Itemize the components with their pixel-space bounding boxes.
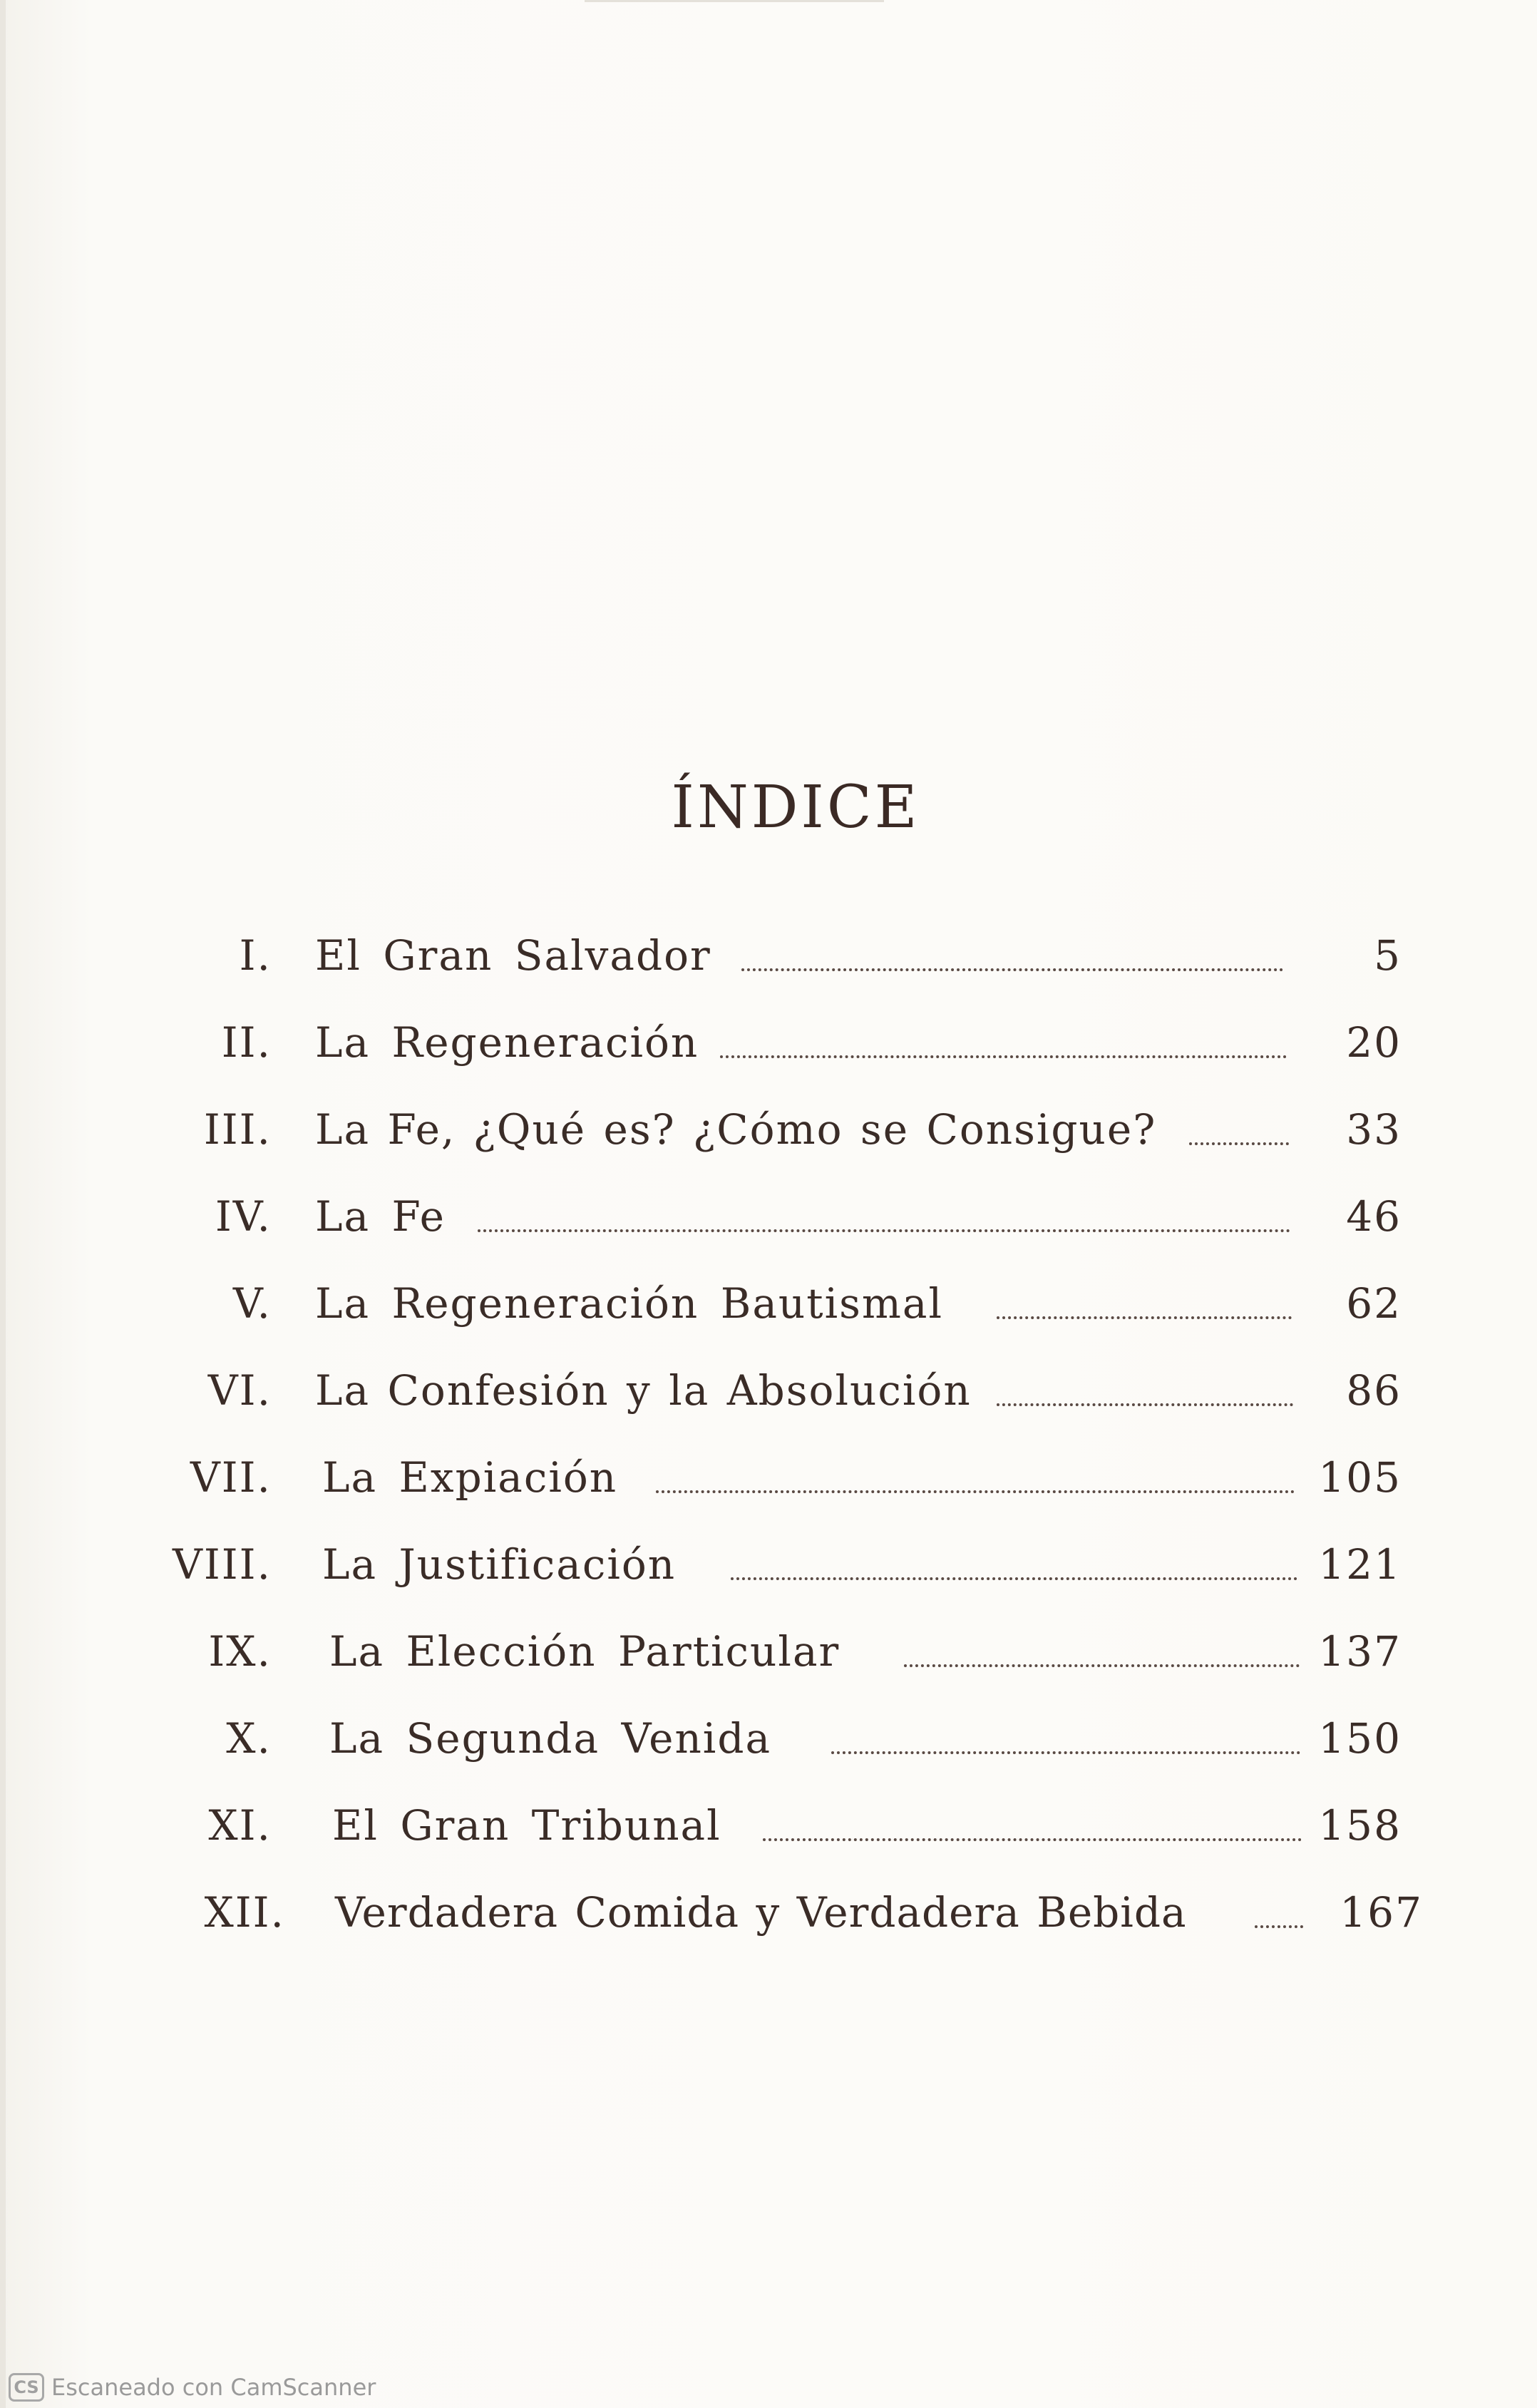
toc-entry-leader [997,1403,1293,1406]
toc-entry-numeral: VI. [207,1366,272,1415]
toc-entry-numeral: IX. [208,1627,272,1676]
toc-entry [0,1105,1537,1169]
toc-entry-title: La Fe [315,1192,446,1241]
toc-entry [0,1018,1537,1082]
toc-entry-title: La Justificación [322,1540,677,1589]
toc-entry-page: 121 [1318,1540,1402,1589]
toc-entry [0,1453,1537,1517]
scanner-watermark-text: Escaneado con CamScanner [51,2374,376,2401]
toc-entry [0,1888,1537,1952]
toc-entry-numeral: II. [221,1018,272,1067]
toc-entry-title: La Confesión y la Absolución [315,1366,972,1415]
toc-entry [0,931,1537,995]
toc-entry-numeral: XII. [204,1888,285,1937]
toc-entry-page: 86 [1346,1366,1402,1415]
toc-entry [0,1279,1537,1343]
toc-entry-title: La Segunda Venida [329,1714,772,1763]
toc-entry [0,1801,1537,1865]
scanner-watermark [9,2372,376,2403]
toc-entry-title: Verdadera Comida y Verdadera Bebida [335,1888,1187,1937]
camscanner-logo-icon: CS [9,2373,44,2402]
toc-entry-numeral: VIII. [172,1540,272,1589]
toc-entry-title: La Regeneración [315,1018,699,1067]
toc-entry [0,1714,1537,1778]
toc-entry-leader [478,1229,1290,1232]
page-title: ÍNDICE [671,774,920,841]
toc-entry [0,1366,1537,1430]
toc-entry-leader [904,1664,1300,1667]
toc-entry-leader [731,1577,1297,1580]
toc-entry-numeral: V. [232,1279,272,1328]
toc-entry-page: 105 [1318,1453,1402,1502]
toc-entry-title: La Elección Particular [329,1627,841,1676]
toc-entry-numeral: IV. [215,1192,272,1241]
toc-entry-numeral: VII. [190,1453,272,1502]
toc-entry-page: 167 [1340,1888,1423,1937]
toc-entry-page: 137 [1318,1627,1402,1676]
toc-entry-leader [763,1838,1302,1841]
page-top-mark [585,0,884,2]
toc-entry-page: 5 [1374,931,1402,980]
toc-entry-page: 62 [1346,1279,1402,1328]
toc-entry-title: El Gran Tribunal [332,1801,721,1850]
toc-entry-title: La Regeneración Bautismal [315,1279,944,1328]
toc-entry-page: 150 [1318,1714,1402,1763]
toc-entry-leader [656,1490,1295,1493]
toc-entry [0,1540,1537,1604]
toc-entry-title: El Gran Salvador [315,931,711,980]
toc-entry-numeral: X. [226,1714,272,1763]
toc-entry-numeral: I. [239,931,272,980]
toc-entry-numeral: III. [203,1105,272,1154]
toc-entry-leader [1255,1925,1303,1928]
toc-entry-leader [997,1316,1292,1319]
toc-entry-leader [1189,1142,1289,1145]
toc-entry-leader [831,1751,1300,1754]
toc-entry-leader [741,968,1283,971]
toc-entry [0,1192,1537,1256]
toc-entry-page: 20 [1346,1018,1402,1067]
toc-entry-title: La Fe, ¿Qué es? ¿Cómo se Consigue? [315,1105,1157,1154]
toc-entry-page: 158 [1318,1801,1402,1850]
toc-entry-leader [720,1055,1287,1058]
toc-entry-page: 33 [1346,1105,1402,1154]
toc-entry-page: 46 [1346,1192,1402,1241]
toc-entry-title: La Expiación [322,1453,618,1502]
toc-entry-numeral: XI. [208,1801,272,1850]
toc-entry [0,1627,1537,1691]
